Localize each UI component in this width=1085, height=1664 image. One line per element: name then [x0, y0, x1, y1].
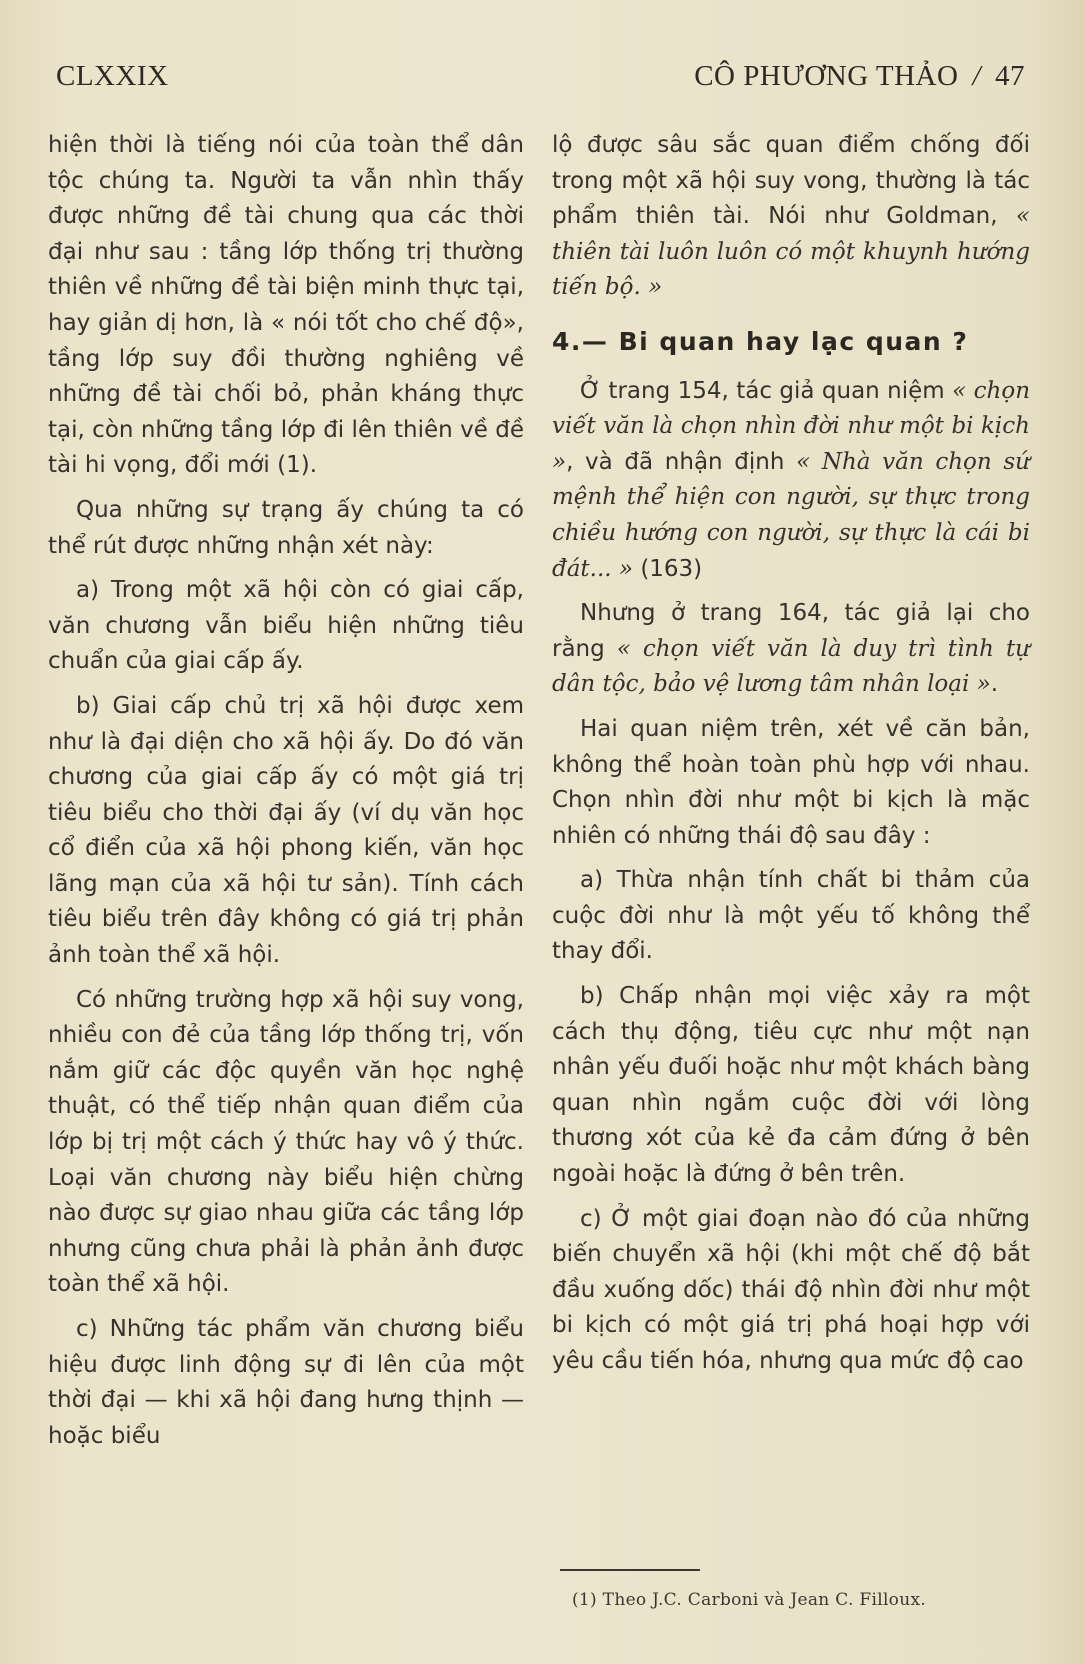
- running-head: [56, 60, 1025, 100]
- paragraph: Hai quan niệm trên, xét về căn bản, không thể hoàn toàn phù hợp với nhau. Chọn nhìn đời như một bi kịch là mặc nhiên có những thái độ sau đây :: [552, 715, 1030, 849]
- paragraph: [552, 374, 1030, 588]
- left-column: [48, 128, 524, 1463]
- paragraph-text: , và đã nhận định: [566, 448, 785, 475]
- paragraph-text: lộ được sâu sắc quan điểm chống đối trong một xã hội suy vong, thường là tác phẩm thiên tài. Nói như Goldman,: [552, 132, 1030, 230]
- paragraph: a) Trong một xã hội còn có giai cấp, văn chương vẫn biểu hiện những tiêu chuẩn của giai cấp ấy.: [48, 577, 524, 675]
- paragraph: Qua những sự trạng ấy chúng ta có thể rút được những nhận xét này:: [48, 496, 524, 559]
- author-and-page: [694, 60, 1025, 93]
- author-name: CÔ PHƯƠNG THẢO: [694, 60, 959, 92]
- footnote: (1) Theo J.C. Carboni và Jean C. Filloux.: [572, 1590, 927, 1610]
- paragraph-text: .: [990, 671, 999, 698]
- paragraph: c) Những tác phẩm văn chương biểu hiệu được linh động sự đi lên của một thời đại — khi xã hội đang hưng thịnh — hoặc biểu: [48, 1316, 524, 1449]
- paragraph: b) Giai cấp chủ trị xã hội được xem như là đại diện cho xã hội ấy. Do đó văn chương của giai cấp ấy có một giá trị tiêu biểu cho thời đại ấy (ví dụ văn học cổ điển của xã hội phong kiến, văn học lãng mạn của xã hội tư sản). Tính cách tiêu biểu trên đây không có giá trị phản ảnh toàn thể xã hội.: [48, 692, 524, 969]
- paragraph: Có những trường hợp xã hội suy vong, nhiều con đẻ của tầng lớp thống trị, vốn nắm giữ các độc quyền văn học nghệ thuật, có thể tiếp nhận quan điểm của lớp bị trị một cách ý thức hay vô ý thức. Loại văn chương này biểu hiện chừng nào được sự giao nhau giữa các tầng lớp nhưng cũng chưa phải là phản ảnh được toàn thể xã hội.: [48, 986, 524, 1298]
- quote: « Nhà văn chọn sứ mệnh thể hiện con người, sự thực trong chiều hướng con người, sự thực là cái bi đát... »: [552, 448, 1030, 582]
- page-number: 47: [995, 60, 1025, 92]
- quote: « chọn viết văn là chọn nhìn đời như một bi kịch »: [552, 377, 1031, 475]
- paragraph-text: Nhưng ở trang 164, tác giả lại cho rằng: [552, 600, 1030, 662]
- goldman-quote: « thiên tài luôn luôn có một khuynh hướng tiến bộ. »: [552, 203, 1030, 301]
- chapter-number: CLXXIX: [56, 60, 169, 92]
- header-separator: /: [972, 60, 981, 92]
- paragraph-text: Ở trang 154, tác giả quan niệm: [580, 377, 945, 404]
- paragraph: b) Chấp nhận mọi việc xảy ra một cách thụ động, tiêu cực như một nạn nhân yếu đuối hoặc như một khách bàng quan nhìn ngắm cuộc đời với lòng thương xót của kẻ đa cảm đứng ở bên ngoài hoặc là đứng ở bên trên.: [552, 983, 1030, 1188]
- page-reference: (163): [640, 555, 703, 582]
- paragraph: [552, 596, 1030, 703]
- quote: « chọn viết văn là duy trì tình tự dân tộc, bảo vệ lương tâm nhân loại »: [552, 635, 1030, 698]
- right-column: [552, 128, 1030, 1389]
- paragraph: hiện thời là tiếng nói của toàn thể dân tộc chúng ta. Người ta vẫn nhìn thấy được những đề tài chung qua các thời đại như sau : tầng lớp thống trị thường thiên về những đề tài biện minh thực tại, hay giản dị hơn, là « nói tốt cho chế độ», tầng lớp suy đồi thường nghiêng về những đề tài chối bỏ, phản kháng thực tại, còn những tầng lớp đi lên thiên về đề tài hi vọng, đổi mới (1).: [48, 132, 524, 479]
- paragraph: a) Thừa nhận tính chất bi thảm của cuộc đời như là một yếu tố không thể thay đổi.: [552, 867, 1030, 965]
- paragraph: c) Ở một giai đoạn nào đó của những biến chuyển xã hội (khi một chế độ bắt đầu xuống dốc) thái độ nhìn đời như một bi kịch có một giá trị phá hoại hợp với yêu cầu tiến hóa, nhưng qua mức độ cao: [552, 1205, 1030, 1374]
- footnote-divider: [560, 1569, 700, 1571]
- paragraph: [552, 128, 1030, 306]
- section-heading: 4.— Bi quan hay lạc quan ?: [552, 326, 969, 356]
